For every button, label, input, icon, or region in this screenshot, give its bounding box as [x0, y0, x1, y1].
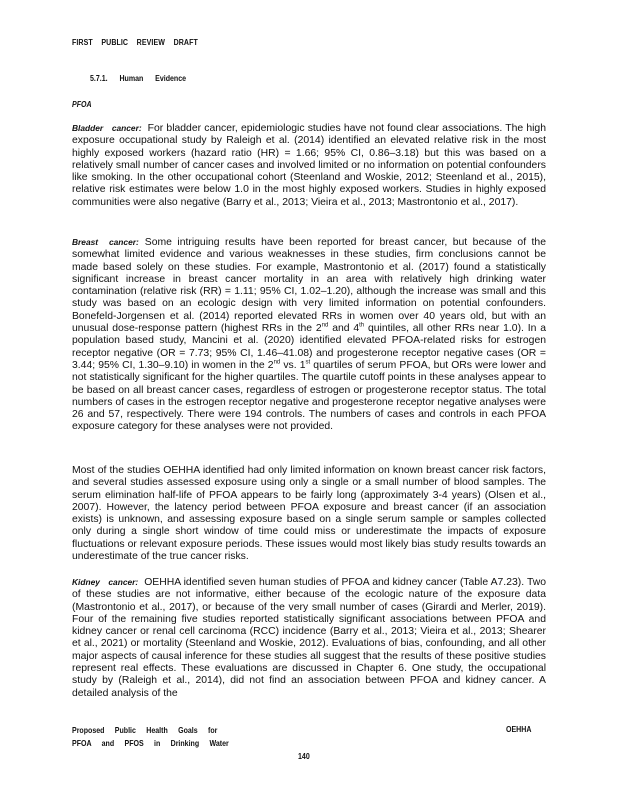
footer-line-1: Proposed Public Health Goals for — [72, 725, 218, 735]
section-number: 5.7.1. — [90, 73, 108, 83]
footer-line-2: PFOA and PFOS in Drinking Water — [72, 737, 229, 748]
breast-cancer-text-e: quartiles of serum PFOA, but ORs were lower and not statistically significant for the higher quartiles. The quartile cutoff points in these analyses appear to be based on all breast cancer cases, regardless of estrogen or progesterone receptor status. The total numbers of cases in the estrogen receptor negative and progesterone receptor negative analyses were 26 and 57, respectively. There were 194 controls. The numbers of cases and controls in each PFOA exposure category for these analyses were not provided. — [72, 359, 546, 433]
kidney-cancer-text: OEHHA identified seven human studies of PFOA and kidney cancer (Table A7.23). Two of these studies are not informative, either because of the ecologic nature of the exposure data (Mastrontonio et al., 2017), or because of the very small number of cases (Girardi and Merler, 2019). Four of the remaining five studies reported statistically significant associations between PFOA and kidney cancer or renal cell carcinoma (RCC) incidence (Barry et al., 2013; Vieira et al., 2013; Shearer et al., 2021) or mortality (Steenland and Woskie, 2012). Evaluations of bias, confounding, and all other major aspects of causal inference for these studies all suggest that the results of these positive studies represent real effects. These evaluations are discussed in Chapter 6. One study, the occupational study by (Raleigh et al., 2014), did not find an association between PFOA and kidney cancer. A detailed analysis of the — [72, 577, 547, 699]
bladder-cancer-label: Bladder cancer: — [72, 123, 142, 133]
page-number: 140 — [298, 751, 310, 761]
footer-agency: OEHHA — [506, 724, 532, 734]
section-heading — [90, 73, 186, 83]
superscript-nd: nd — [321, 322, 329, 329]
superscript-nd-2: nd — [273, 359, 281, 366]
subheading-pfoa: PFOA — [72, 99, 92, 109]
breast-cancer-label: Breast cancer: — [72, 237, 139, 247]
breast-cancer-text-c: quintiles, all other RRs near 1.0). In a population based study, Mancini et al. (2020) identified elevated PFOA-related risks for estrogen receptor negative (OR = 7.73; 95% CI, 1.46–41.08) and progesterone receptor negative cases (OR = 3.44; 95% CI, 1.30–9.10) in women in the 2 — [72, 323, 547, 371]
paragraph-kidney-cancer — [72, 576, 546, 700]
draft-header: FIRST PUBLIC REVIEW DRAFT — [72, 37, 198, 47]
paragraph-breast-cancer-limitations — [72, 465, 546, 563]
footer-document-title — [72, 724, 229, 749]
paragraph-breast-cancer — [72, 236, 546, 434]
bladder-cancer-text: For bladder cancer, epidemiologic studies have not found clear associations. The high exposure occupational study by Raleigh et al. (2014) identified an elevated relative risk in the most highly exposed workers (hazard ratio (HR) = 1.66; 95% CI, 0.86–3.18) but this was based on a relatively small number of cancer cases and involved limited or no information on potential confounders like smoking. In the other occupational cohort (Steenland and Woskie, 2012; Steenland et al., 2015), relative risk estimates were below 1.0 in the most highly exposed workers. Studies in highly exposed communities were also negative (Barry et al., 2013; Vieira et al., 2013; Mastrontonio et al., 2017). — [72, 123, 546, 208]
section-title: Human Evidence — [119, 73, 187, 83]
superscript-th: th — [359, 322, 365, 329]
breast-cancer-limitations-text: Most of the studies OEHHA identified had only limited information on known breast cancer risk factors, and several studies assessed exposure using only a single or a small number of blood samples. The serum elimination half-life of PFOA appears to be fairly long (approximately 3-4 years) (Olsen et al., 2007). However, the latency period between PFOA exposure and breast cancer (if an association exists) is unknown, and assessing exposure based on a single serum sample or samples collected only during a single short window of time could miss or underestimate the impacts of exposure fluctuations or relevant exposure periods. These issues would most likely bias study results towards an underestimate of the true cancer risks. — [72, 465, 546, 563]
superscript-st: st — [305, 359, 311, 366]
breast-cancer-text-b: and 4 — [328, 323, 360, 335]
kidney-cancer-label: Kidney cancer: — [72, 577, 139, 587]
paragraph-bladder-cancer — [72, 122, 546, 209]
breast-cancer-text-d: vs. 1 — [280, 359, 306, 371]
breast-cancer-text-a: Some intriguing results have been reported for breast cancer, but because of the somewhat limited evidence and various weaknesses in these studies, firm conclusions cannot be made based solely on these studies. For example, Mastrontonio et al. (2017) found a statistically significant increase in breast cancer mortality in an area with relatively high drinking water contamination (relative risk (RR) = 1.11; 95% CI, 1.02–1.20), although the increase was small and this study was based on an ecologic design with very limited information on potential confounders. Bonefeld-Jorgensen et al. (2014) reported elevated RRs in women over 40 years old, but with an unusual dose-response pattern (highest RRs in the 2 — [72, 237, 546, 335]
